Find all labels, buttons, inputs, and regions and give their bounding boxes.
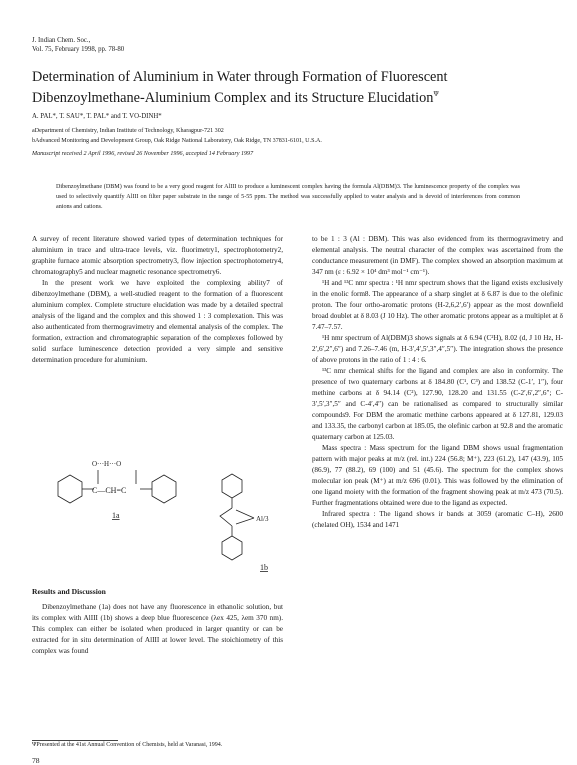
left-column-results [32,602,283,657]
paragraph-nmr-complex: ¹H nmr spectrum of Al(DBM)3 shows signals at δ 6.94 (C²H), 8.02 (d, J 10 Hz, H-2′,6′,2″,6″) and 7.26–7.46 (m, H-3′,4′,5′,3″,4″,5″). The integration shows the presence of above protons in the ratio of 1 : 4 : 6. [312,334,563,364]
paragraph-stoichiometry: to be 1 : 3 (Al : DBM). This was also evidenced from its thermogravimetry and elemental analysis. The neutral character of the complex was ascertained from the conductance measurement (in DMF). The complex showed an absorption maximum at 347 nm (ε : 6.92 × 10⁴ dm³ mol⁻¹ cm⁻¹). [312,235,563,276]
hydrogen-bond-label: O···H···O [92,460,122,468]
section-heading: Results and Discussion [32,587,106,596]
abstract: Dibenzoylmethane (DBM) was found to be a very good reagent for AlIII to produce a luminescent complex having the formula Al(DBM)3. The luminescence property of the complex was used to selectively quantify AlIII on filter paper substrate in the range of 5-55 ppm. The method was successfully applied to water analysis and is devoid of interferences from common anions and cations. [56,184,520,210]
affiliation-b: bAdvanced Monitoring and Development Group, Oak Ridge National Laboratory, Oak Ridge, TN 37831-6101, U.S.A. [32,137,322,144]
structure-drawing [32,452,284,582]
paragraph-nmr-ligand: ¹H and ¹³C nmr spectra : ¹H nmr spectrum shows that the ligand exists exclusively in the enolic form8. The appearance of a sharp singlet at δ 6.87 is due to the olefinic proton. The four ortho-aromatic protons (H-2,6,2′,6′) appear as the most downfield broad doublet at δ 8.03 (J 10 Hz). The other aromatic protons appear as a multiplet at δ 7.47–7.57. [312,279,563,331]
paragraph-present-work: In the present work we have exploited the complexing ability7 of dibenzoylmethane (DBM), a well-studied reagent to the formation of a fluorescent aluminium complex. Complete structure elucidation was made by a detailed spectral analysis of the ligand and the complex and this showed 1 : 3 complexation. This was also authenticated from thermogravimetry and elemental analysis of the complex. The formation, extraction and chromatographic separation of the complexes followed by solid surface luminescence detection provided a very simple and sensitive determination procedure for aluminium. [32,279,283,364]
metal-center-label: Al/3 [256,515,269,523]
benzene-ring-left [58,475,82,503]
paragraph-mass-spectra: Mass spectra : Mass spectrum for the ligand DBM shows usual fragmentation pattern with major peaks at m/z (rel. int.) 224 (56.8; M⁺), 223 (61.2), 147 (43.9), 105 (86.9), 77 (88.2), 69 (100) and 51 (45.6). The spectrum for the complex shows molecular ion peak (M⁺) at m/z 696 (0.01). This was followed by the elimination of one ligand moiety with the formation of the fragment showing peak at m/z 473 (70.5). Further fragmentations obtained were due to the ligand as expected. [312,444,563,507]
article-title [32,69,562,107]
left-column [32,234,283,366]
page-number: 78 [32,756,40,765]
paragraph-results: Dibenzoylmethane (1a) does not have any fluorescence in ethanolic solution, but its complex with AlIII (1b) shows a deep blue fluorescence (λex 425, λem 370 nm). This complex can either be isolated when produced in larger quantity or can be extracted for in situ determination of AlIII at lower level. The stoichiometry of this complex was found [32,603,283,655]
benzene-ring-lower [222,536,242,560]
title-line-1: Determination of Aluminium in Water through Formation of Fluorescent [32,69,448,85]
paragraph-c13-nmr: ¹³C nmr chemical shifts for the ligand and complex are also in conformity. The presence of two quaternary carbons at δ 184.80 (C¹, C³) and 138.52 (C-1′, 1″), four methine carbons at δ 94.14 (C²), 127.90, 128.20 and 131.55 (C-2′,6′,2″,6″; C-3′,5′,3″,5″ and C-4′,4″) can be rationalised as compared to structurally similar compounds9. For DBM the aromatic methine carbons appeared at δ 127.81, 129.03 and 133.35, the carbonyl carbon at 185.05, the olefinic carbon at 92.8 and the aromatic quaternary carbon at 125.03. [312,367,563,441]
chemical-structure-figure [32,452,284,582]
paragraph-infrared: Infrared spectra : The ligand shows ir bands at 3059 (aromatic C–H), 2600 (chelated OH), 1534 and 1471 [312,510,563,529]
benzene-ring-upper [222,474,242,498]
author-list: A. PAL*, T. SAU*, T. PAL* and T. VO-DINH* [32,113,162,120]
received-dates: Manuscript received 2 April 1996, revised 26 November 1996, accepted 14 February 1997 [32,151,254,157]
journal-name: J. Indian Chem. Soc., [32,37,91,44]
structure-label-1a: 1a [112,511,120,520]
title-line-2: Dibenzoylmethane-Aluminium Complex and its Structure Elucidation$^\Psi$ [32,89,439,106]
journal-citation [32,36,124,54]
benzene-ring-right [152,475,176,503]
footnote-divider [32,740,118,741]
affiliations [32,127,562,146]
chain-formula: C—CH=C [92,486,127,495]
paragraph-intro: A survey of recent literature showed varied types of determination techniques for aluminium in trace and ultra-trace levels, viz. fluorimetry1, spectrophotometry2, graphite furnace atomic absorption spectrometry3, flow injection spectrophotometry4, chromatography5 and nuclear magnetic resonance spectrometry6. [32,235,283,276]
right-column [312,234,563,531]
journal-volume: Vol. 75, February 1998, pp. 78-80 [32,46,125,53]
affiliation-a: aDepartment of Chemistry, Indian Institute of Technology, Kharagpur-721 302 [32,128,224,134]
footnote: ΨPresented at the 41st Annual Convention of Chemists, held at Varanasi, 1994. [32,742,223,748]
structure-label-1b: 1b [260,563,268,572]
title-footnote-mark: Ψ [433,90,439,98]
